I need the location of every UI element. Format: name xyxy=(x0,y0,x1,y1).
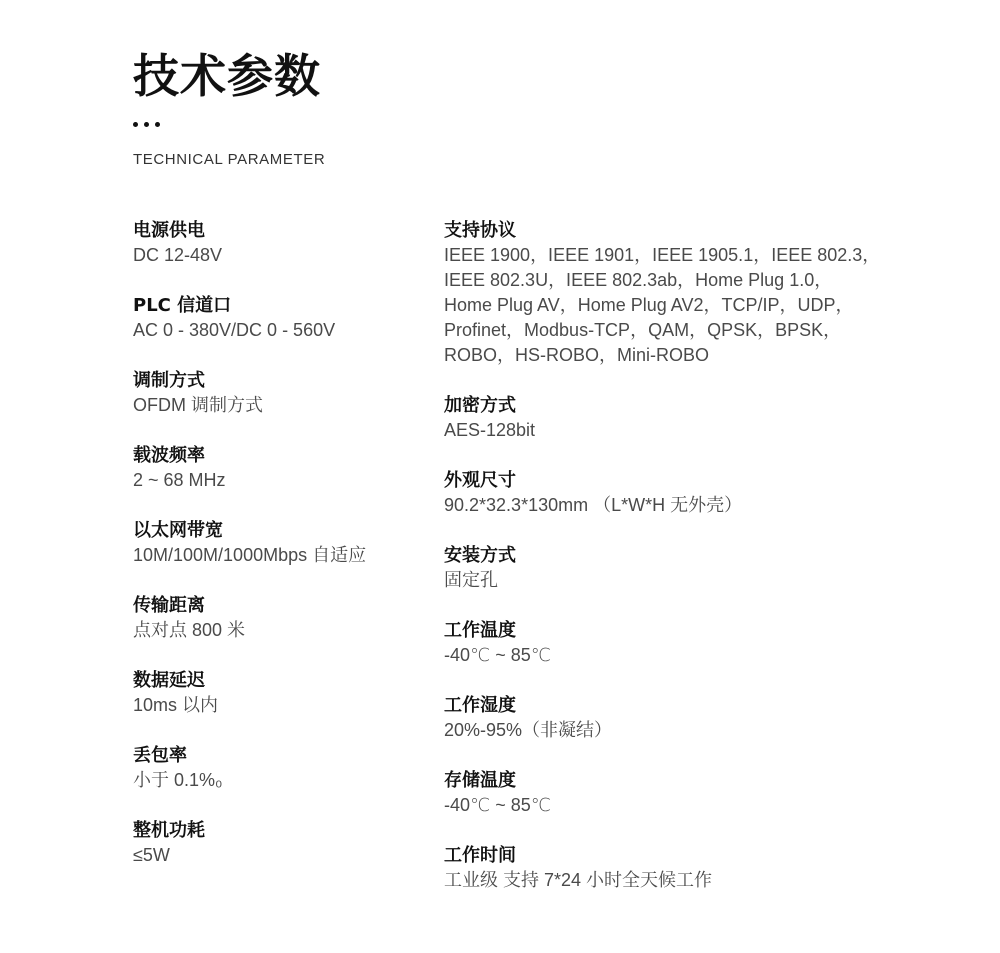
page-title: 技术参数 xyxy=(133,49,321,103)
param-label: 电源供电 xyxy=(133,220,205,241)
param-transmission-distance xyxy=(133,593,433,643)
param-value: OFDM 调制方式 xyxy=(133,395,263,415)
decorative-dots xyxy=(133,122,160,127)
left-parameter-column xyxy=(133,218,433,893)
param-label: PLC 信道口 xyxy=(133,295,232,316)
param-dimensions xyxy=(444,468,974,518)
param-label: 整机功耗 xyxy=(133,820,205,841)
param-storage-temperature xyxy=(444,768,974,818)
param-carrier-frequency xyxy=(133,443,433,493)
param-label: 工作湿度 xyxy=(444,695,516,716)
dot-icon xyxy=(144,122,149,127)
param-label: 支持协议 xyxy=(444,220,516,241)
param-value: 固定孔 xyxy=(444,570,498,590)
param-encryption xyxy=(444,393,974,443)
param-value: IEEE 1900，IEEE 1901，IEEE 1905.1，IEEE 802.3， IEEE 802.3U，IEEE 802.3ab，Home Plug 1.0， Home Plug AV，Home Plug AV2，TCP/IP，UDP， Profinet，Modbus-TCP，QAM，QPSK，BPSK， ROBO，HS-ROBO，Mini-ROBO xyxy=(444,245,881,365)
param-packet-loss xyxy=(133,743,433,793)
param-value: 10M/100M/1000Mbps 自适应 xyxy=(133,545,367,565)
param-label: 工作时间 xyxy=(444,845,516,866)
param-value: AC 0 - 380V/DC 0 - 560V xyxy=(133,320,336,340)
dot-icon xyxy=(133,122,138,127)
param-label: 存储温度 xyxy=(444,770,516,791)
param-value: 点对点 800 米 xyxy=(133,620,246,640)
param-label: 数据延迟 xyxy=(133,670,205,691)
param-value: 90.2*32.3*130mm （L*W*H 无外壳） xyxy=(444,495,743,515)
param-modulation xyxy=(133,368,433,418)
param-value: 2 ~ 68 MHz xyxy=(133,470,226,490)
param-value: 20%-95%（非凝结） xyxy=(444,720,613,740)
param-power-consumption xyxy=(133,818,433,868)
page-subtitle: TECHNICAL PARAMETER xyxy=(133,151,326,168)
right-parameter-column xyxy=(444,218,974,918)
param-value: -40℃ ~ 85℃ xyxy=(444,645,551,665)
param-operating-humidity xyxy=(444,693,974,743)
param-supported-protocols xyxy=(444,218,974,368)
param-value: 工业级 支持 7*24 小时全天候工作 xyxy=(444,870,713,890)
param-value: ≤5W xyxy=(133,845,170,865)
dot-icon xyxy=(155,122,160,127)
param-label: 加密方式 xyxy=(444,395,516,416)
param-plc-channel xyxy=(133,293,433,343)
param-label: 载波频率 xyxy=(133,445,205,466)
param-installation xyxy=(444,543,974,593)
param-value: AES-128bit xyxy=(444,420,536,440)
param-value: DC 12-48V xyxy=(133,245,223,265)
param-label: 工作温度 xyxy=(444,620,516,641)
param-value: 小于 0.1%₀ xyxy=(133,770,223,790)
param-label: 以太网带宽 xyxy=(133,520,223,541)
param-data-latency xyxy=(133,668,433,718)
param-label: 安装方式 xyxy=(444,545,516,566)
param-value: 10ms 以内 xyxy=(133,695,219,715)
param-value: -40℃ ~ 85℃ xyxy=(444,795,551,815)
param-working-time xyxy=(444,843,974,893)
param-label: 调制方式 xyxy=(133,370,205,391)
param-label: 外观尺寸 xyxy=(444,470,516,491)
param-label: 丢包率 xyxy=(133,745,187,766)
param-power-supply xyxy=(133,218,433,268)
param-label: 传输距离 xyxy=(133,595,205,616)
param-ethernet-bandwidth xyxy=(133,518,433,568)
param-operating-temperature xyxy=(444,618,974,668)
